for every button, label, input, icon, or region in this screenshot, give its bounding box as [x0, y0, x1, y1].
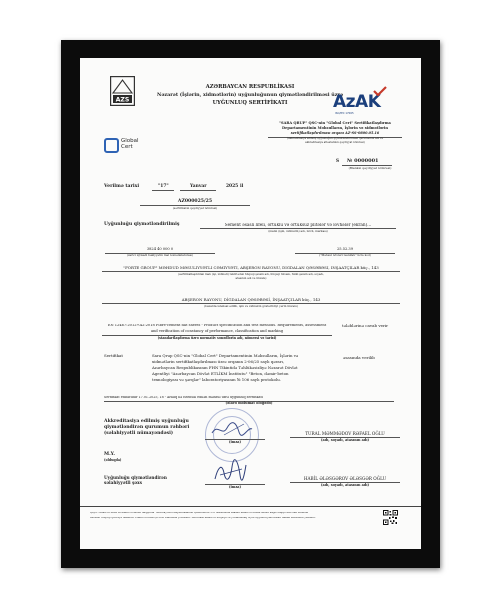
registration-number-caption: (sertifikatın qeydiyyat nömrəsi) [172, 206, 218, 210]
issue-month: Yanvar [190, 184, 207, 189]
issuance-label: Sertifikat [104, 353, 123, 358]
footer-divider [80, 506, 421, 507]
issue-day-line [152, 190, 174, 191]
serial-caption: (Blankın qeydiyyat nömrəsi) [348, 166, 392, 170]
org-head-line-1: Akkreditasiya edilmiş uyğunluğu [104, 419, 189, 424]
production-address: ABŞERON RAYONU, DİGDALAN QƏSƏBƏSİ, İNŞAATÇILAR küç., 143 [181, 297, 321, 302]
validity-caption: (əlavə məlumat oləğədə) [225, 401, 273, 405]
product-label: Uyğunluğu qiymətləndirilmiş [104, 222, 180, 227]
body-line-1: "SARA QRUP" QSC-nin "Global Cert" Sertifikatlaşdırma [279, 121, 391, 125]
expert-line-1: Uyğunluğu qiymətləndirən [104, 475, 167, 480]
issuance-side-note: əsasında verilib [343, 355, 375, 360]
body-caption-2: akkreditasiya attestatının qeydiyyat nömrəsi) [305, 141, 365, 144]
seal-caption: (olduqda) [104, 458, 122, 462]
issuance-line-4: Agentliyi "Azərbaycan Dövlət ETLİKM İnstitutu" "Beton, dəmir-beton [152, 371, 289, 376]
head-name: TURAL MƏMMƏDOV RƏFAEL OĞLU [305, 431, 385, 436]
azak-accreditation-mark: ISO/IEC 17065 [335, 112, 354, 115]
registration-number: AZ000025/25 [177, 199, 213, 204]
seal-label: M.Y. [104, 452, 115, 457]
azak-check-icon [373, 86, 387, 96]
expert-name-caption: (adı, soyadı, atasının adı) [320, 483, 370, 487]
global-cert-logo-text [121, 139, 139, 151]
serial-prefix: S [336, 158, 340, 163]
issuance-line-3: Azərbaycan Respublikasının FHN Tikintidə Təhlükəsizliyə Nəzarət Dövlət [152, 365, 298, 370]
issuance-line-1: Sara Qrup QSC-nin "Global Cert" Departamentinin Məhsulların, İşlərin və [152, 353, 299, 358]
issuance-line-5: texnologiyası və şərqlər" laboratoriyasının № 106 saylı protokolu. [152, 377, 281, 382]
product-value: Sement əsaslı lifeli, örtüklü və örtüksüz plitələr və lövhələr (ekran)... [224, 223, 372, 227]
head-name-caption: (adı, soyadı, atasının adı) [320, 438, 370, 442]
manufacturer-value: "FORTE GROUP" MƏHDUD MƏSULİYYƏTLİ CƏMİYYƏTİ, ABŞERON RAYONU, DİGDALAN QƏSƏBƏSİ, İNŞAATÇILAR küç., 143 [123, 266, 379, 270]
authority-heading: Nəzarət (İşlərin, xidmətlərin) uyğunluğunun qiymətləndirilməsi üzrə [156, 92, 344, 98]
global-cert-logo-icon [104, 138, 119, 153]
head-signature-caption: (imza) [228, 440, 242, 444]
azs-logo-icon [110, 76, 135, 106]
expert-signature-caption: (imza) [228, 485, 242, 489]
head-signature-icon [210, 420, 254, 438]
production-address-caption: (bazarda istehsal edilib, işin və xidmətin göstərildiyi yerin ünvanı) [204, 304, 298, 308]
azs-logo-text: AZS [115, 96, 130, 104]
issuance-line-2: xidmətlərin sertifikatlaşdırılması üzrə orqanın 2-06/25 saylı qərarı, [152, 359, 285, 364]
standard-line-2: and verification of constancy of performance, classification and marking [150, 329, 284, 333]
hs-code-value: 3824 40 000 0 [146, 247, 174, 251]
product-class-caption: ("Məhsul növləri təsnifatı" üzrə kod) [319, 253, 371, 257]
product-class-value: 25.52.39 [336, 247, 353, 251]
manufacturer-caption-2: atasının adı və ünvanı) [235, 276, 267, 280]
standard-line-1: EN 12467:2012+A2:2018 Fibre-cement flat sheets - Product specification and test methods. Requirements, assessment [107, 324, 327, 327]
issue-year: 2025 [226, 184, 239, 189]
country-heading: AZƏRBAYCAN RESPUBLİKASI [205, 84, 295, 90]
document-type-title: UYĞUNLUQ SERTİFİKATI [212, 100, 288, 106]
global-cert-line-2: Cert [121, 143, 133, 150]
standard-caption: (standartlaşdırma üzrə normativ sənədlərin adı, nömrəsi və tarixi) [157, 336, 277, 340]
org-head-line-3: (səlahiyyətli nümayəndəsi) [104, 431, 174, 436]
footer-note-1: Qeyd: Elektron imza ve elektron sənəd haqqında" Azərbaycan Respublikasının Qanununun 5-ci maddəsinə əsasən elektron imzalı sənəd kağız daşıyıcıda olan sənədlə [90, 512, 309, 514]
body-caption-1: (Akkreditasiya edilmiş uyğunluğun qiymətləndirilməsi qurumunun adı və [286, 137, 384, 140]
issue-day: "17" [158, 184, 169, 189]
issue-year-suffix: il [240, 184, 244, 189]
qr-code-icon [383, 510, 398, 525]
azak-logo: AzAK [333, 92, 381, 112]
global-cert-line-1: Global [121, 138, 139, 144]
product-caption: (malın (işin, xidmətin) adı, növü, markası) [268, 229, 328, 233]
validity-text: Sertifikat etibarlıdır 17.01.2025, 18 - Aralıq ilə istehsal edilən məhsul üzrə uyğunluq sertifikatı [104, 396, 263, 399]
hs-code-caption: (xarici iqtisadi fəaliyyətin mal nomenklaturası) [126, 253, 194, 257]
footer-note-2: bərabər hüquqi qüvvəyə malikdir. Elektron imza QR kod vasitəsilə yoxlanılır. Sertifikat elektron hüququ və yoxlanılmaq üçün uyğunluq sertifikatı bazası sisteminə yüklənir. [90, 517, 316, 519]
body-line-3: sertifikatlaşdırılması orqanı AZ-SS-0800.05.16 [290, 131, 380, 135]
manufacturer-caption-1: (sertifikatlaşdırılan malı (işi, xidməti) təklif edən hüquqi şəxsin adı, hüquqi ünvanı, fiziki şəxsin adı, soyadı, [178, 272, 324, 276]
serial-number: № 0000001 [347, 158, 379, 164]
issue-date-label: Verilmə tarixi [104, 184, 140, 189]
expert-signature-icon [212, 459, 248, 483]
standard-side-note: tələblərinə cavab verir [342, 323, 389, 328]
certificate-sheet [80, 58, 421, 549]
expert-name: HABİL ƏLƏSGƏROV ƏLƏSGƏR OĞLU [303, 476, 387, 481]
body-line-2: Departamentinin Məhsulların, İşlərin və xidmətlərin [281, 126, 389, 130]
org-head-line-2: qiymətləndirən qurumun rəhbəri [104, 425, 190, 430]
expert-line-2: səlahiyyətli şəxs [104, 480, 142, 485]
issue-month-line [180, 190, 216, 191]
